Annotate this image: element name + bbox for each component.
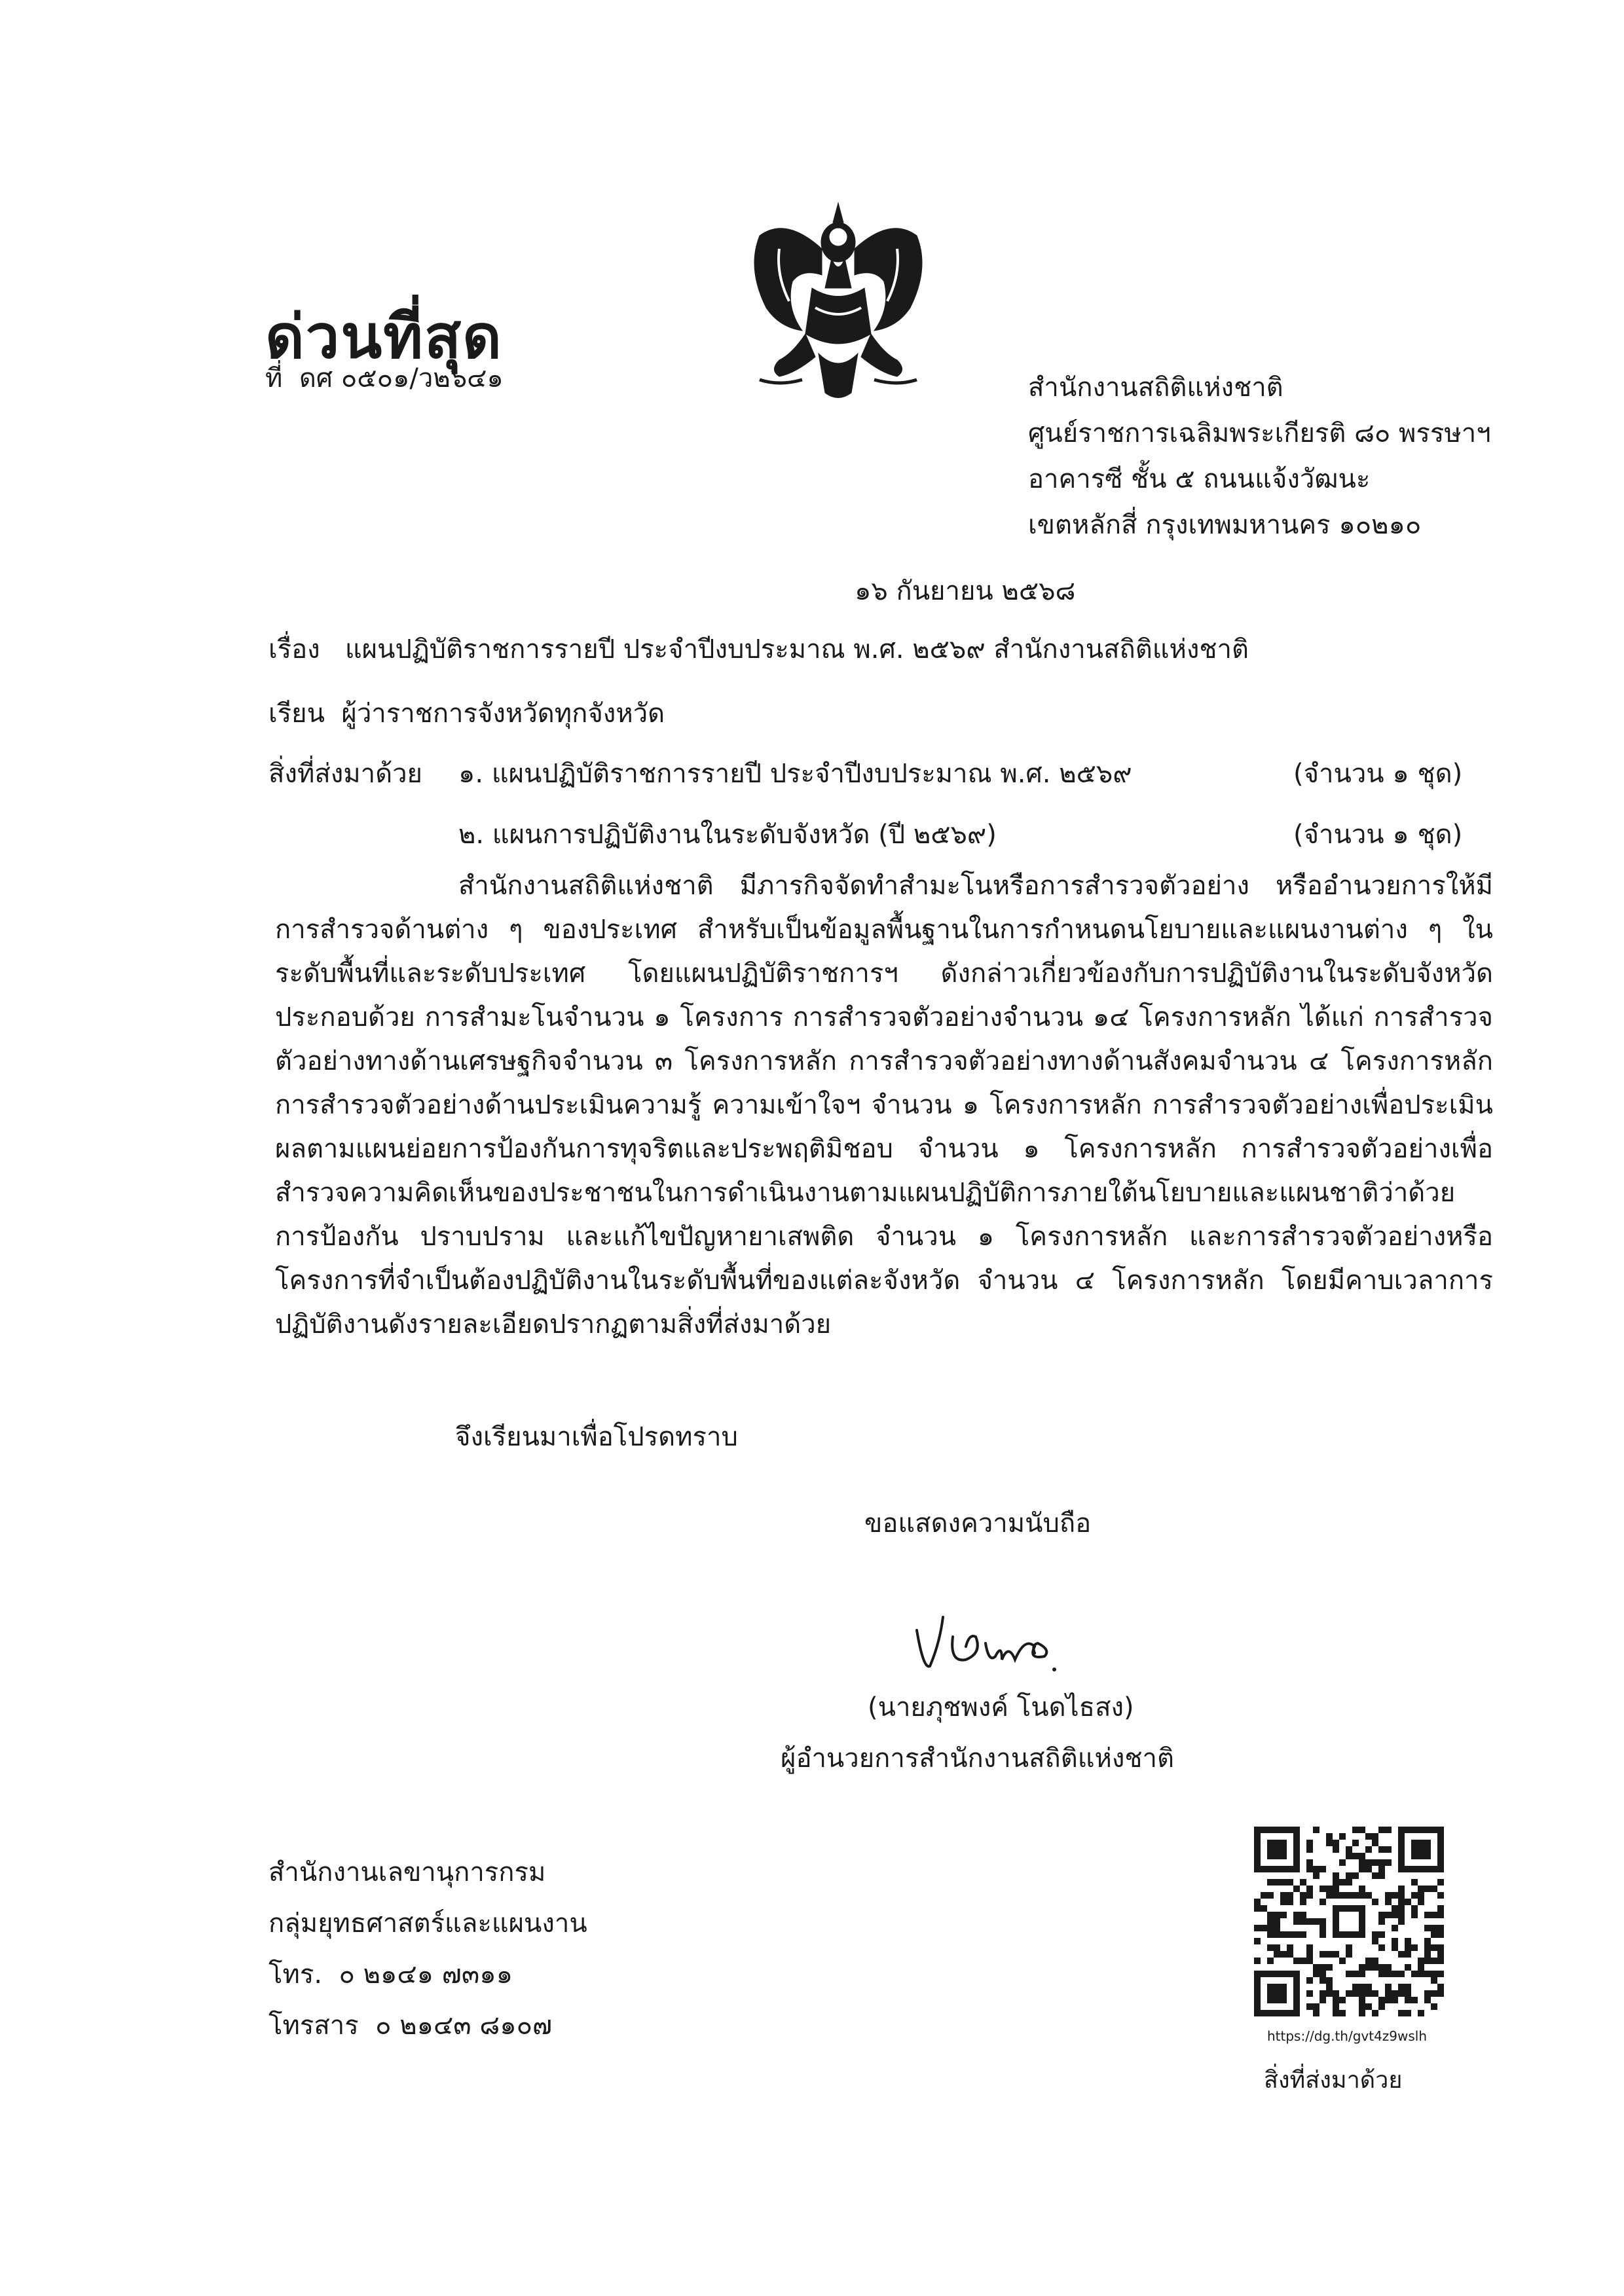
fax-value: ๐ ๒๑๔๓ ๘๑๐๗ bbox=[375, 2011, 553, 2041]
qr-caption: สิ่งที่ส่งมาด้วย bbox=[1264, 2067, 1403, 2094]
recipient-line bbox=[268, 701, 665, 727]
enclosure-item: ๑. แผนปฏิบัติราชการรายปี ประจำปีงบประมาณ พ.ศ. ๒๕๖๙ bbox=[458, 759, 1132, 789]
phone-label: โทร. bbox=[268, 1959, 323, 1990]
sender-address-line2: ศูนย์ราชการเฉลิมพระเกียรติ ๘๐ พรรษาฯ bbox=[1028, 418, 1491, 448]
contact-division: กลุ่มยุทธศาสตร์และแผนงาน bbox=[268, 1908, 587, 1939]
contact-phone bbox=[268, 1961, 513, 1988]
qr-code-icon[interactable] bbox=[1254, 1827, 1444, 2016]
sender-address-line4: เขตหลักสี่ กรุงเทพมหานคร ๑๐๒๑๐ bbox=[1028, 510, 1422, 540]
enclosure-count: (จำนวน ๑ ชุด) bbox=[1293, 820, 1463, 850]
salutation: ขอแสดงความนับถือ bbox=[864, 1508, 1092, 1539]
enclosure-count: (จำนวน ๑ ชุด) bbox=[1293, 759, 1463, 789]
phone-value: ๐ ๒๑๔๑ ๗๓๑๑ bbox=[339, 1959, 513, 1990]
contact-office: สำนักงานเลขานุการกรม bbox=[268, 1857, 546, 1887]
signatory-position: ผู้อำนวยการสำนักงานสถิติแห่งชาติ bbox=[781, 1743, 1174, 1774]
enclosure-item: ๒. แผนการปฏิบัติงานในระดับจังหวัด (ปี ๒๕๖๙) bbox=[458, 820, 997, 850]
urgency-label: ด่วนที่สุด bbox=[265, 302, 503, 372]
contact-fax bbox=[268, 2013, 552, 2039]
body-paragraph: สำนักงานสถิติแห่งชาติ มีภารกิจจัดทำสำมะโนหรือการสำรวจตัวอย่าง หรืออำนวยการให้มีการสำรวจด้านต่าง ๆ ของประเทศ สำหรับเป็นข้อมูลพื้นฐานในการกำหนดนโยบายและแผนงานต่าง ๆ ในระดับพื้นที่และระดับประเทศ โดยแผนปฏิบัติราชการฯ ดังกล่าวเกี่ยวข้องกับการปฏิบัติงานในระดับจังหวัด ประกอบด้วย การสำมะโนจำนวน ๑ โครงการ การสำรวจตัวอย่างจำนวน ๑๔ โครงการหลัก ได้แก่ การสำรวจตัวอย่างทางด้านเศรษฐกิจจำนวน ๓ โครงการหลัก การสำรวจตัวอย่างทางด้านสังคมจำนวน ๔ โครงการหลัก การสำรวจตัวอย่างด้านประเมินความรู้ ความเข้าใจฯ จำนวน ๑ โครงการหลัก การสำรวจตัวอย่างเพื่อประเมินผลตามแผนย่อยการป้องกันการทุจริตและประพฤติมิชอบ จำนวน ๑ โครงการหลัก การสำรวจตัวอย่างเพื่อสำรวจความคิดเห็นของประชาชนในการดำเนินงานตามแผนปฏิบัติการภายใต้นโยบายและแผนชาติว่าด้วยการป้องกัน ปราบปราม และแก้ไขปัญหายาเสพติด จำนวน ๑ โครงการหลัก และการสำรวจตัวอย่างหรือโครงการที่จำเป็นต้องปฏิบัติงานในระดับพื้นที่ของแต่ละจังหวัด จำนวน ๔ โครงการหลัก โดยมีคาบเวลาการปฏิบัติงานดังรายละเอียดปรากฏตามสิ่งที่ส่งมาด้วย bbox=[275, 871, 1494, 1339]
letter-date: ๑๖ กันยายน ๒๕๖๘ bbox=[855, 576, 1076, 606]
sender-address-line3: อาคารซี ชั้น ๕ ถนนแจ้งวัฒนะ bbox=[1028, 464, 1371, 494]
sender-address-line1: สำนักงานสถิติแห่งชาติ bbox=[1028, 373, 1283, 403]
reference-number bbox=[265, 365, 504, 392]
reference-label: ที่ bbox=[265, 363, 283, 393]
qr-url[interactable]: https://dg.th/gvt4z9wslh bbox=[1267, 2028, 1428, 2044]
reference-value: ดศ ๐๕๐๑/ว๒๖๔๑ bbox=[299, 363, 504, 393]
recipient-label: เรียน bbox=[268, 699, 325, 729]
subject-line bbox=[268, 636, 1249, 663]
signature-icon bbox=[904, 1597, 1074, 1683]
recipient-text: ผู้ว่าราชการจังหวัดทุกจังหวัด bbox=[341, 699, 665, 729]
garuda-emblem-icon bbox=[740, 196, 936, 406]
signatory-name: (นายภุชพงค์ โนดไธสง) bbox=[868, 1692, 1134, 1722]
enclosures-label: สิ่งที่ส่งมาด้วย bbox=[268, 759, 422, 789]
subject-text: แผนปฏิบัติราชการรายปี ประจำปีงบประมาณ พ.ศ. ๒๕๖๙ สำนักงานสถิติแห่งชาติ bbox=[344, 634, 1249, 665]
closing-line: จึงเรียนมาเพื่อโปรดทราบ bbox=[455, 1422, 738, 1452]
fax-label: โทรสาร bbox=[268, 2011, 359, 2041]
subject-label: เรื่อง bbox=[268, 634, 320, 665]
